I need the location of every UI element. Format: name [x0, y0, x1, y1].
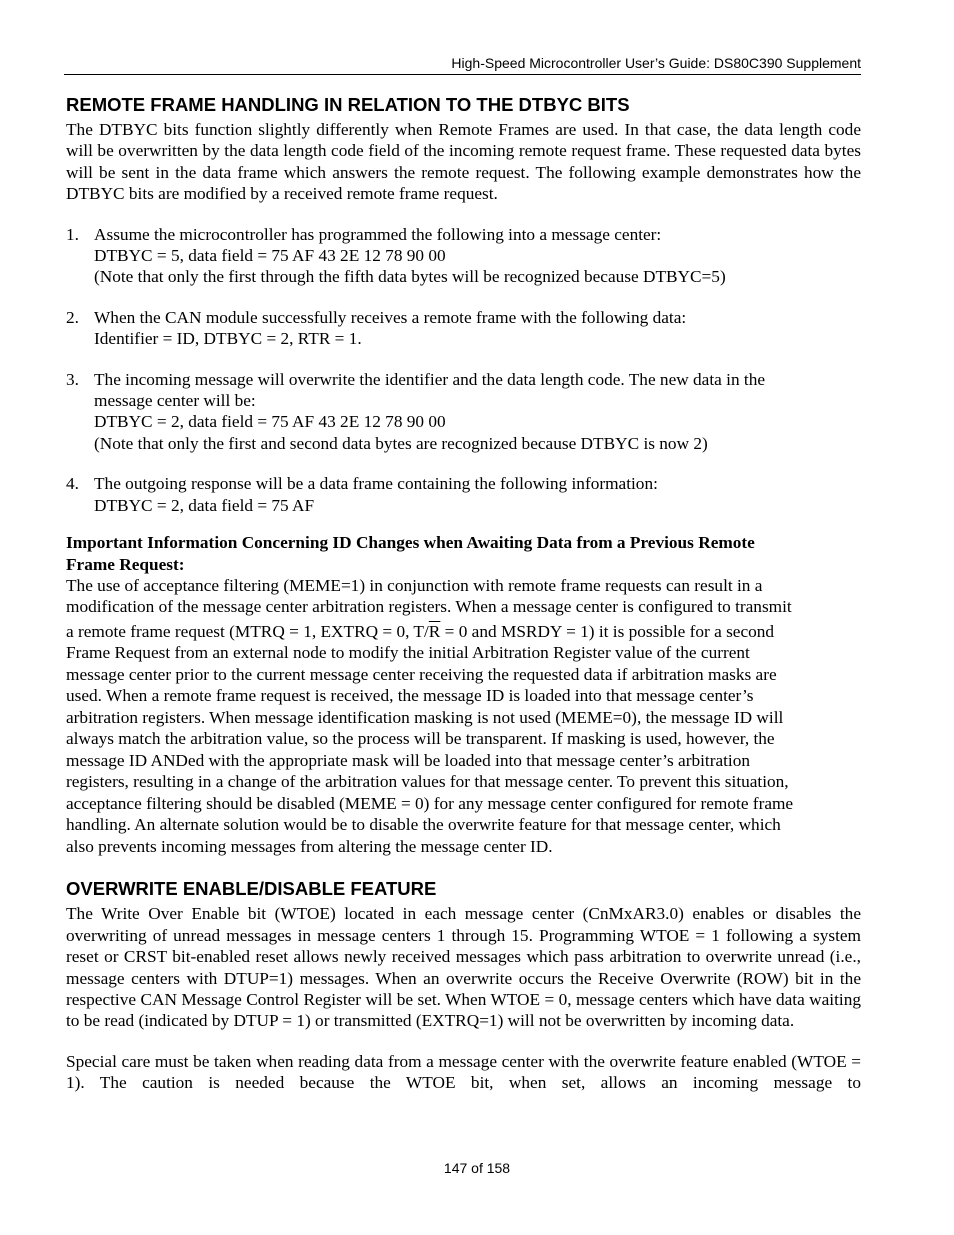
paragraph-line: Frame Request from an external node to modify the initial Arbitration Register value of the current	[66, 643, 750, 663]
page-number: 147 of 158	[443, 1160, 511, 1176]
list-item-line: When the CAN module successfully receives a remote frame with the following data:	[94, 307, 687, 327]
list-item-number: 1.	[66, 224, 79, 244]
list-item-number: 3.	[66, 369, 79, 389]
important-heading-line: Frame Request:	[66, 554, 185, 574]
paragraph-line: used. When a remote frame request is received, the message ID is loaded into that message center’s	[66, 686, 754, 706]
intro-paragraph: The DTBYC bits function slightly differently when Remote Frames are used. In that case, the data length code will be overwritten by the data length code field of the incoming remote request frame. These requested data bytes will be sent in the data frame which answers the remote request. The following example demonstrates how the DTBYC bits are modified by a received remote frame request.	[66, 120, 861, 204]
paragraph-line: acceptance filtering should be disabled (MEME = 0) for any message center configured for remote frame	[66, 793, 794, 813]
paragraph-line: arbitration registers. When message identification masking is not used (MEME=0), the message ID will	[66, 707, 784, 727]
list-item-line: DTBYC = 2, data field = 75 AF	[94, 495, 315, 515]
paragraph-line: also prevents incoming messages from altering the message center ID.	[66, 836, 553, 856]
paragraph-line-tr	[66, 621, 861, 643]
list-item	[66, 473, 861, 516]
important-heading-line: Important Information Concerning ID Changes when Awaiting Data from a Previous Remote	[66, 533, 755, 553]
section-heading-overwrite: OVERWRITE ENABLE/DISABLE FEATURE	[66, 878, 437, 900]
page-content	[66, 94, 861, 1094]
paragraph-line: always match the arbitration value, so the process will be transparent. If masking is used, however, the	[66, 729, 775, 749]
paragraph-line: message center prior to the current message center receiving the requested data if arbitration masks are	[66, 664, 777, 684]
overwrite-paragraph: The Write Over Enable bit (WTOE) located in each message center (CnMxAR3.0) enables or disables the overwriting of unread messages in message centers 1 through 15. Programming WTOE = 1 following a system reset or CRST bit-enabled reset allows newly received messages which pass arbitration to overwrite unread (i.e., message centers with DTUP=1) messages. When an overwrite occurs the Receive Overwrite (ROW) bit in the respective CAN Message Control Register will be set. When WTOE = 0, message centers which have data waiting to be read (indicated by DTUP = 1) or transmitted (EXTRQ=1) will not be overwritten by incoming data.	[66, 904, 861, 1031]
list-item-line: Assume the microcontroller has programmed the following into a message center:	[94, 224, 662, 244]
line-text: = 0 and MSRDY = 1) it is possible for a second	[440, 621, 775, 641]
list-item-line: The outgoing response will be a data frame containing the following information:	[94, 474, 658, 494]
paragraph-line: registers, resulting in a change of the arbitration values for that message center. To prevent this situation,	[66, 772, 789, 792]
paragraph-line: modification of the message center arbitration registers. When a message center is configured to transmit	[66, 597, 792, 617]
important-info-heading	[66, 532, 861, 575]
list-item-number: 4.	[66, 474, 79, 494]
list-item-line: DTBYC = 2, data field = 75 AF 43 2E 12 78 90 00	[94, 412, 446, 432]
paragraph-line: The use of acceptance filtering (MEME=1) in conjunction with remote frame requests can result in a	[66, 575, 763, 595]
list-item-line: (Note that only the first through the fifth data bytes will be recognized because DTBYC=5)	[94, 267, 726, 287]
paragraph-line: message ID ANDed with the appropriate mask will be loaded into that message center’s arbitration	[66, 750, 751, 770]
list-item-number: 2.	[66, 307, 79, 327]
list-item-line: message center will be:	[94, 391, 256, 411]
list-item	[66, 369, 861, 455]
example-steps-list	[66, 224, 861, 516]
acceptance-filtering-paragraph	[66, 575, 861, 858]
section-heading-remote-frame: REMOTE FRAME HANDLING IN RELATION TO THE DTBYC BITS	[66, 94, 630, 115]
list-item-line: (Note that only the first and second data bytes are recognized because DTBYC is now 2)	[94, 433, 708, 453]
r-overline-symbol: $\overline{R}$	[428, 621, 441, 641]
page-header: High-Speed Microcontroller User’s Guide: DS80C390 Supplement	[451, 55, 861, 71]
list-item-line: DTBYC = 5, data field = 75 AF 43 2E 12 78 90 00	[94, 246, 446, 266]
list-item	[66, 224, 861, 288]
header-divider	[64, 74, 861, 75]
line-text: a remote frame request (MTRQ = 1, EXTRQ = 0, T/	[66, 621, 429, 641]
special-care-paragraph: Special care must be taken when reading data from a message center with the overwrite feature enabled (WTOE = 1). The caution is needed because the WTOE bit, when set, allows an incoming message to	[66, 1051, 861, 1093]
paragraph-line: handling. An alternate solution would be to disable the overwrite feature for that message center, which	[66, 815, 781, 835]
list-item-line: The incoming message will overwrite the identifier and the data length code. The new data in the	[94, 369, 766, 389]
list-item	[66, 307, 861, 350]
list-item-line: Identifier = ID, DTBYC = 2, RTR = 1.	[94, 329, 362, 349]
